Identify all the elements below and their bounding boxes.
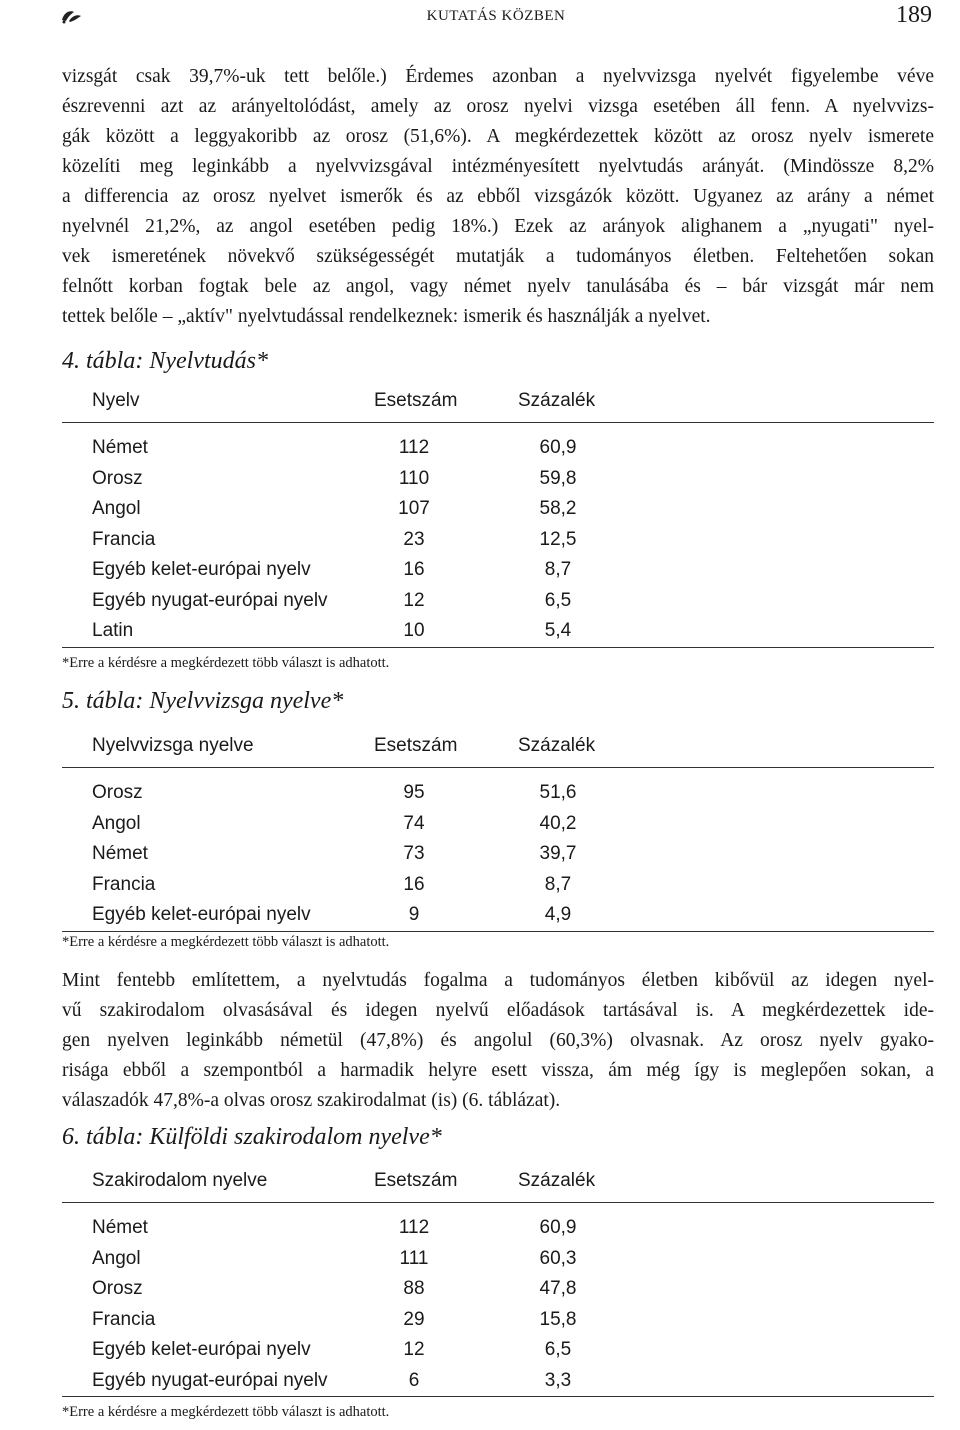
- table-cell: Német: [92, 843, 148, 864]
- table-row: [62, 839, 934, 870]
- table-row: [62, 1274, 934, 1305]
- table-5-caption: tábla: Nyelvvizsga nyelve*: [86, 688, 344, 714]
- table-row: [62, 870, 934, 901]
- text-line: gák között a leggyakoribb az orosz (51,6%). A megkérdezettek között az orosz nyelv ismerete: [62, 126, 934, 147]
- paragraph-1: [62, 62, 934, 332]
- table-row: [62, 616, 934, 647]
- table-cell: 110: [398, 467, 430, 489]
- table-cell: 12: [403, 589, 425, 611]
- table-cell: 8,7: [544, 873, 572, 895]
- table-cell: Angol: [92, 498, 141, 519]
- table-row: [62, 1335, 934, 1366]
- text-line: közelíti meg leginkább a nyelvvizsgával intézményesített nyelvtudás arányát. (Mindössze 8,2%: [62, 156, 934, 177]
- table-cell: 4,9: [544, 904, 572, 925]
- table-cell: 51,6: [539, 782, 577, 803]
- table-4-footnote: *Erre a kérdésre a megkérdezett több választ is adhatott.: [62, 655, 390, 671]
- table-row: [62, 1244, 934, 1275]
- table-cell: 112: [398, 1217, 430, 1238]
- table-cell: 9: [408, 904, 420, 925]
- table-cell: 6,5: [544, 589, 572, 611]
- table-cell: 15,8: [539, 1308, 577, 1330]
- text-line: vű szakirodalom olvasásával és idegen nyelvű előadások tartásával is. A megkérdezettek ide-: [62, 1000, 934, 1021]
- table-cell: 107: [398, 498, 430, 519]
- table-4-title: [62, 348, 268, 375]
- table-6: [62, 1166, 934, 1397]
- table-cell: Francia: [92, 873, 156, 895]
- page-header: [60, 2, 932, 30]
- table-row: [62, 464, 934, 495]
- table-4: [62, 386, 934, 648]
- table-4-number: 4.: [62, 348, 80, 374]
- table-6-caption: tábla: Külföldi szakirodalom nyelve*: [86, 1124, 442, 1150]
- table-cell: 10: [403, 620, 425, 641]
- column-header: Szakirodalom nyelve: [92, 1170, 268, 1191]
- column-header: Esetszám: [374, 735, 458, 756]
- table-cell: Orosz: [92, 782, 143, 803]
- table-cell: 39,7: [539, 843, 577, 864]
- text-line: vizsgát csak 39,7%-uk tett belőle.) Érdemes azonban a nyelvvizsga nyelvét figyelembe véve: [62, 66, 934, 87]
- table-cell: 60,3: [539, 1247, 577, 1269]
- table-6-number: 6.: [62, 1124, 80, 1150]
- table-cell: 23: [403, 528, 425, 550]
- text-line: vek ismeretének növekvő szükségességét mutatják a tudományos életben. Feltehetően sokan: [62, 246, 934, 267]
- column-header: Százalék: [518, 390, 596, 411]
- table-row: [62, 494, 934, 525]
- table-cell: 59,8: [539, 467, 577, 489]
- paragraph-2: [62, 966, 934, 1116]
- table-cell: 12,5: [539, 528, 577, 550]
- table-body: [62, 1203, 934, 1397]
- table-cell: 6: [408, 1369, 420, 1391]
- table-5-number: 5.: [62, 688, 80, 714]
- table-row: [62, 778, 934, 809]
- table-cell: Orosz: [92, 1278, 143, 1299]
- table-cell: Angol: [92, 1247, 141, 1269]
- text-line: válaszadók 47,8%-a olvas orosz szakirodalmat (is) (6. táblázat).: [62, 1090, 561, 1111]
- table-cell: Egyéb nyugat-európai nyelv: [92, 1369, 328, 1391]
- table-row: [62, 809, 934, 840]
- table-cell: Latin: [92, 620, 134, 641]
- table-row: [62, 900, 934, 931]
- table-4-caption: tábla: Nyelvtudás*: [86, 348, 268, 374]
- column-header: Százalék: [518, 735, 596, 756]
- table-header: [62, 731, 934, 768]
- table-cell: 58,2: [539, 498, 577, 519]
- table-cell: 29: [403, 1308, 425, 1330]
- table-cell: 112: [398, 437, 430, 458]
- table-body: [62, 768, 934, 932]
- column-header: Esetszám: [374, 390, 458, 411]
- table-cell: Orosz: [92, 467, 143, 489]
- table-cell: 74: [403, 812, 425, 834]
- table-cell: 6,5: [544, 1339, 572, 1360]
- table-cell: 73: [403, 843, 425, 864]
- table-cell: Egyéb kelet-európai nyelv: [92, 904, 311, 925]
- table-cell: 47,8: [539, 1278, 577, 1299]
- table-cell: 88: [403, 1278, 425, 1299]
- table-6-title: [62, 1124, 442, 1151]
- table-cell: Francia: [92, 528, 156, 550]
- text-line: tettek belőle – „aktív" nyelvtudással rendelkeznek: ismerik és használják a nyelvet.: [62, 306, 711, 327]
- table-5: [62, 731, 934, 932]
- table-5-footnote: *Erre a kérdésre a megkérdezett több választ is adhatott.: [62, 934, 390, 950]
- table-cell: Német: [92, 1217, 148, 1238]
- table-row: [62, 433, 934, 464]
- column-header: Nyelvvizsga nyelve: [92, 735, 254, 756]
- table-cell: 16: [403, 873, 425, 895]
- text-line: észrevenni azt az arányeltolódást, amely az orosz nyelvi vizsga esetében áll fenn. A nyelvvizs-: [62, 96, 934, 117]
- table-row: [62, 525, 934, 556]
- table-row: [62, 586, 934, 617]
- column-header: Százalék: [518, 1170, 596, 1191]
- table-cell: 60,9: [539, 437, 577, 458]
- table-cell: Egyéb kelet-európai nyelv: [92, 1339, 311, 1360]
- table-cell: 95: [403, 782, 425, 803]
- table-cell: Francia: [92, 1308, 156, 1330]
- table-cell: Egyéb nyugat-európai nyelv: [92, 589, 328, 611]
- table-header: [62, 386, 934, 423]
- table-cell: Egyéb kelet-európai nyelv: [92, 559, 311, 580]
- table-cell: 16: [403, 559, 425, 580]
- text-line: a differencia az orosz nyelvet ismerők és az ebből vizsgázók között. Ugyanez az arány a német: [62, 186, 934, 207]
- table-cell: Német: [92, 437, 148, 458]
- table-row: [62, 1213, 934, 1244]
- text-line: felnőtt korban fogtak bele az angol, vagy német nyelv tanulásába és – bár vizsgát már nem: [62, 276, 934, 297]
- column-header: Esetszám: [374, 1170, 458, 1191]
- text-line: Mint fentebb említettem, a nyelvtudás fogalma a tudományos életben kibővül az idegen nyel-: [62, 970, 934, 991]
- text-line: risága ebből a szempontból a harmadik helyre esett vissza, ám még így is meglepően sokan, a: [62, 1060, 934, 1081]
- table-header: [62, 1166, 934, 1203]
- table-cell: 40,2: [539, 812, 577, 834]
- table-row: [62, 1305, 934, 1336]
- table-row: [62, 1366, 934, 1397]
- text-line: gen nyelven leginkább németül (47,8%) és angolul (60,3%) olvasnak. Az orosz nyelv gyako-: [62, 1030, 934, 1051]
- text-line: nyelvnél 21,2%, az angol esetében pedig 18%.) Ezek az arányok alighanem a „nyugati" nyel-: [62, 216, 934, 237]
- table-cell: 111: [399, 1247, 429, 1269]
- table-cell: Angol: [92, 812, 141, 834]
- running-head: KUTATÁS KÖZBEN: [426, 8, 566, 24]
- page-number: 189: [896, 2, 932, 28]
- table-cell: 60,9: [539, 1217, 577, 1238]
- table-6-footnote: *Erre a kérdésre a megkérdezett több választ is adhatott.: [62, 1404, 390, 1420]
- column-header: Nyelv: [92, 390, 140, 411]
- table-cell: 12: [403, 1339, 425, 1360]
- table-body: [62, 423, 934, 648]
- table-5-title: [62, 688, 343, 715]
- table-row: [62, 555, 934, 586]
- table-cell: 8,7: [544, 559, 572, 580]
- table-cell: 3,3: [544, 1369, 572, 1391]
- table-cell: 5,4: [544, 620, 572, 641]
